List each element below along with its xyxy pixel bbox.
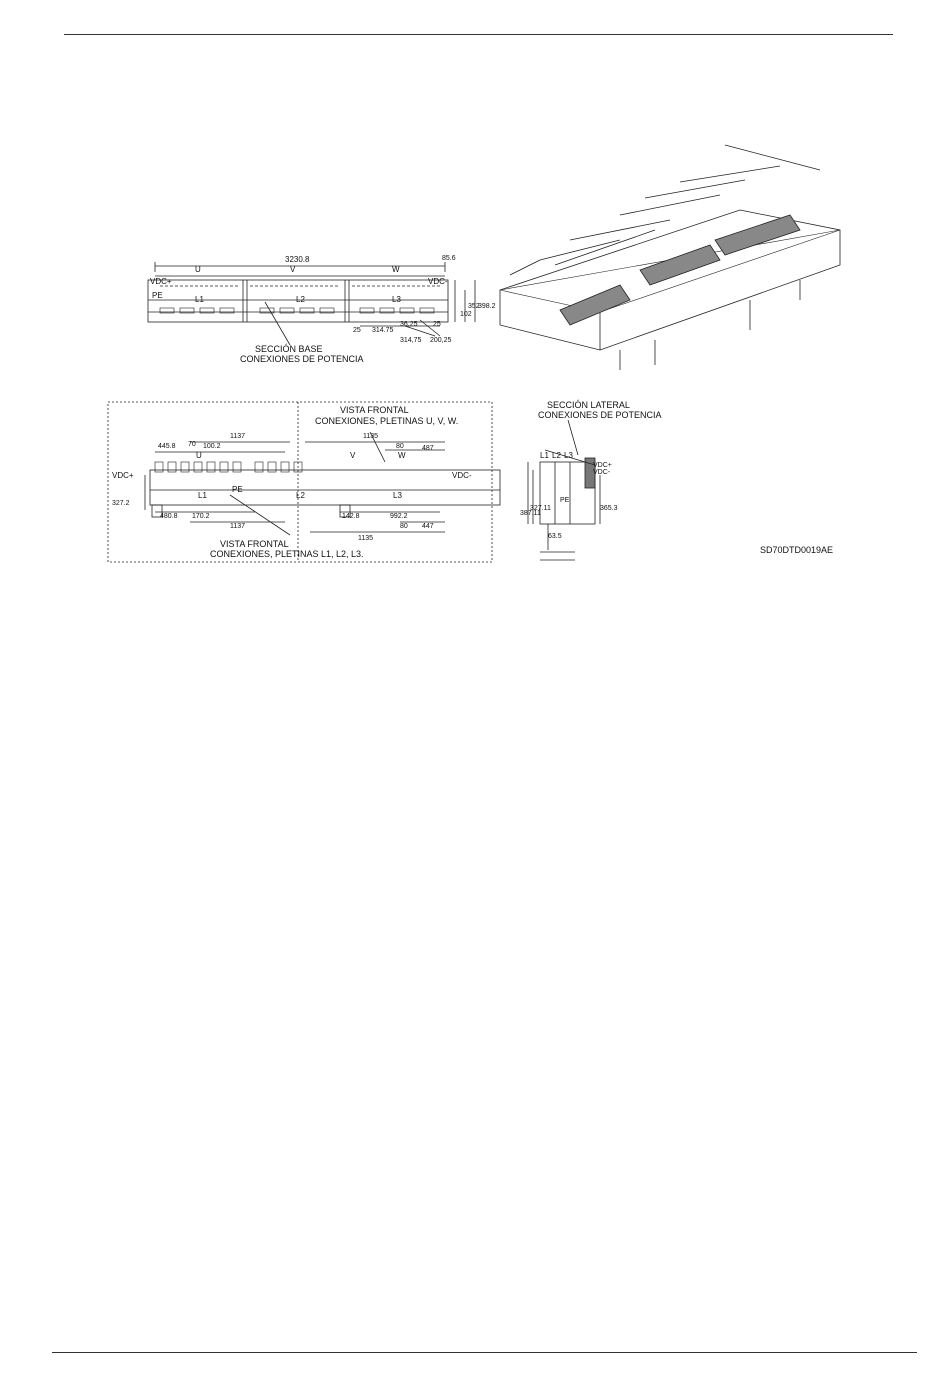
dim-314-a: 314.75 bbox=[372, 327, 394, 334]
dim-398: 398.2 bbox=[478, 303, 496, 310]
dim-63: 63.5 bbox=[548, 533, 562, 540]
dim-447: 447 bbox=[422, 523, 434, 530]
caption-front-top-line2: CONEXIONES, PLETINAS U, V, W. bbox=[315, 416, 459, 426]
label-v: V bbox=[290, 265, 296, 274]
dim-25-b: 25 bbox=[433, 321, 441, 328]
dim-1135-a: 1135 bbox=[363, 433, 379, 440]
side-label-pe: PE bbox=[560, 497, 570, 504]
label-vdc-minus: VDC- bbox=[428, 277, 448, 286]
dim-100: 100.2 bbox=[203, 443, 221, 450]
front-label-l1: L1 bbox=[198, 491, 207, 500]
dim-1137-a: 1137 bbox=[230, 433, 246, 440]
label-pe: PE bbox=[152, 291, 163, 300]
drawing-code: SD70DTD0019AE bbox=[760, 545, 834, 555]
dim-387: 387.11 bbox=[520, 510, 541, 517]
side-label-l2: L2 bbox=[552, 451, 561, 460]
label-l3: L3 bbox=[392, 295, 401, 304]
front-label-w: W bbox=[398, 451, 406, 460]
dim-1137-b: 1137 bbox=[230, 523, 246, 530]
side-label-l1: L1 bbox=[540, 451, 549, 460]
front-label-u: U bbox=[196, 451, 202, 460]
label-vdc-plus: VDC+ bbox=[150, 277, 172, 286]
caption-base-line2: CONEXIONES DE POTENCIA bbox=[240, 354, 364, 364]
dim-480: 480.8 bbox=[160, 513, 178, 520]
front-label-pe: PE bbox=[232, 485, 243, 494]
dim-365: 365.3 bbox=[600, 505, 618, 512]
caption-side-line2: CONEXIONES DE POTENCIA bbox=[538, 410, 662, 420]
dim-70: 70 bbox=[188, 441, 196, 448]
front-label-l3: L3 bbox=[393, 491, 402, 500]
dim-445: 445.8 bbox=[158, 443, 176, 450]
label-u: U bbox=[195, 265, 201, 274]
front-label-vdc-minus: VDC- bbox=[452, 471, 472, 480]
caption-side-line1: SECCIÓN LATERAL bbox=[547, 400, 630, 410]
header-rule bbox=[64, 34, 893, 35]
dim-80-a: 80 bbox=[396, 443, 404, 450]
dim-total-width: 3230.8 bbox=[285, 255, 310, 264]
dim-327: 327.2 bbox=[112, 500, 130, 507]
caption-front-top-line1: VISTA FRONTAL bbox=[340, 405, 409, 415]
footer-rule bbox=[52, 1352, 917, 1353]
label-l2: L2 bbox=[296, 295, 305, 304]
dim-170: 170.2 bbox=[192, 513, 210, 520]
isometric-view bbox=[500, 145, 840, 370]
caption-front-bottom-line2: CONEXIONES, PLETINAS L1, L2, L3. bbox=[210, 549, 364, 559]
dim-352: 352 bbox=[468, 303, 480, 310]
dim-36: 36,25 bbox=[400, 321, 418, 328]
front-label-vdc-plus: VDC+ bbox=[112, 471, 134, 480]
dim-487: 487 bbox=[422, 445, 434, 452]
front-label-v: V bbox=[350, 451, 356, 460]
caption-base-line1: SECCIÓN BASE bbox=[255, 344, 323, 354]
dim-314-b: 314,75 bbox=[400, 337, 422, 344]
side-label-vdc-minus: VDC- bbox=[593, 469, 611, 476]
dim-992: 992.2 bbox=[390, 513, 408, 520]
dim-1135-b: 1135 bbox=[358, 535, 374, 542]
front-label-l2: L2 bbox=[296, 491, 305, 500]
dim-25-a: 25 bbox=[353, 327, 361, 334]
label-w: W bbox=[392, 265, 400, 274]
dim-142: 142.8 bbox=[342, 513, 360, 520]
dim-80-b: 80 bbox=[400, 523, 408, 530]
front-view bbox=[108, 402, 500, 562]
label-l1: L1 bbox=[195, 295, 204, 304]
dim-327-side: 327.11 bbox=[530, 505, 551, 512]
caption-front-bottom-line1: VISTA FRONTAL bbox=[220, 539, 289, 549]
side-label-vdc-plus: VDC+ bbox=[593, 462, 612, 469]
dim-200: 200,25 bbox=[430, 337, 452, 344]
technical-drawing bbox=[100, 140, 850, 580]
side-label-l3: L3 bbox=[564, 451, 573, 460]
dim-right: 85.6 bbox=[442, 255, 456, 262]
side-section-view bbox=[528, 420, 600, 560]
dim-102: 102 bbox=[460, 311, 472, 318]
